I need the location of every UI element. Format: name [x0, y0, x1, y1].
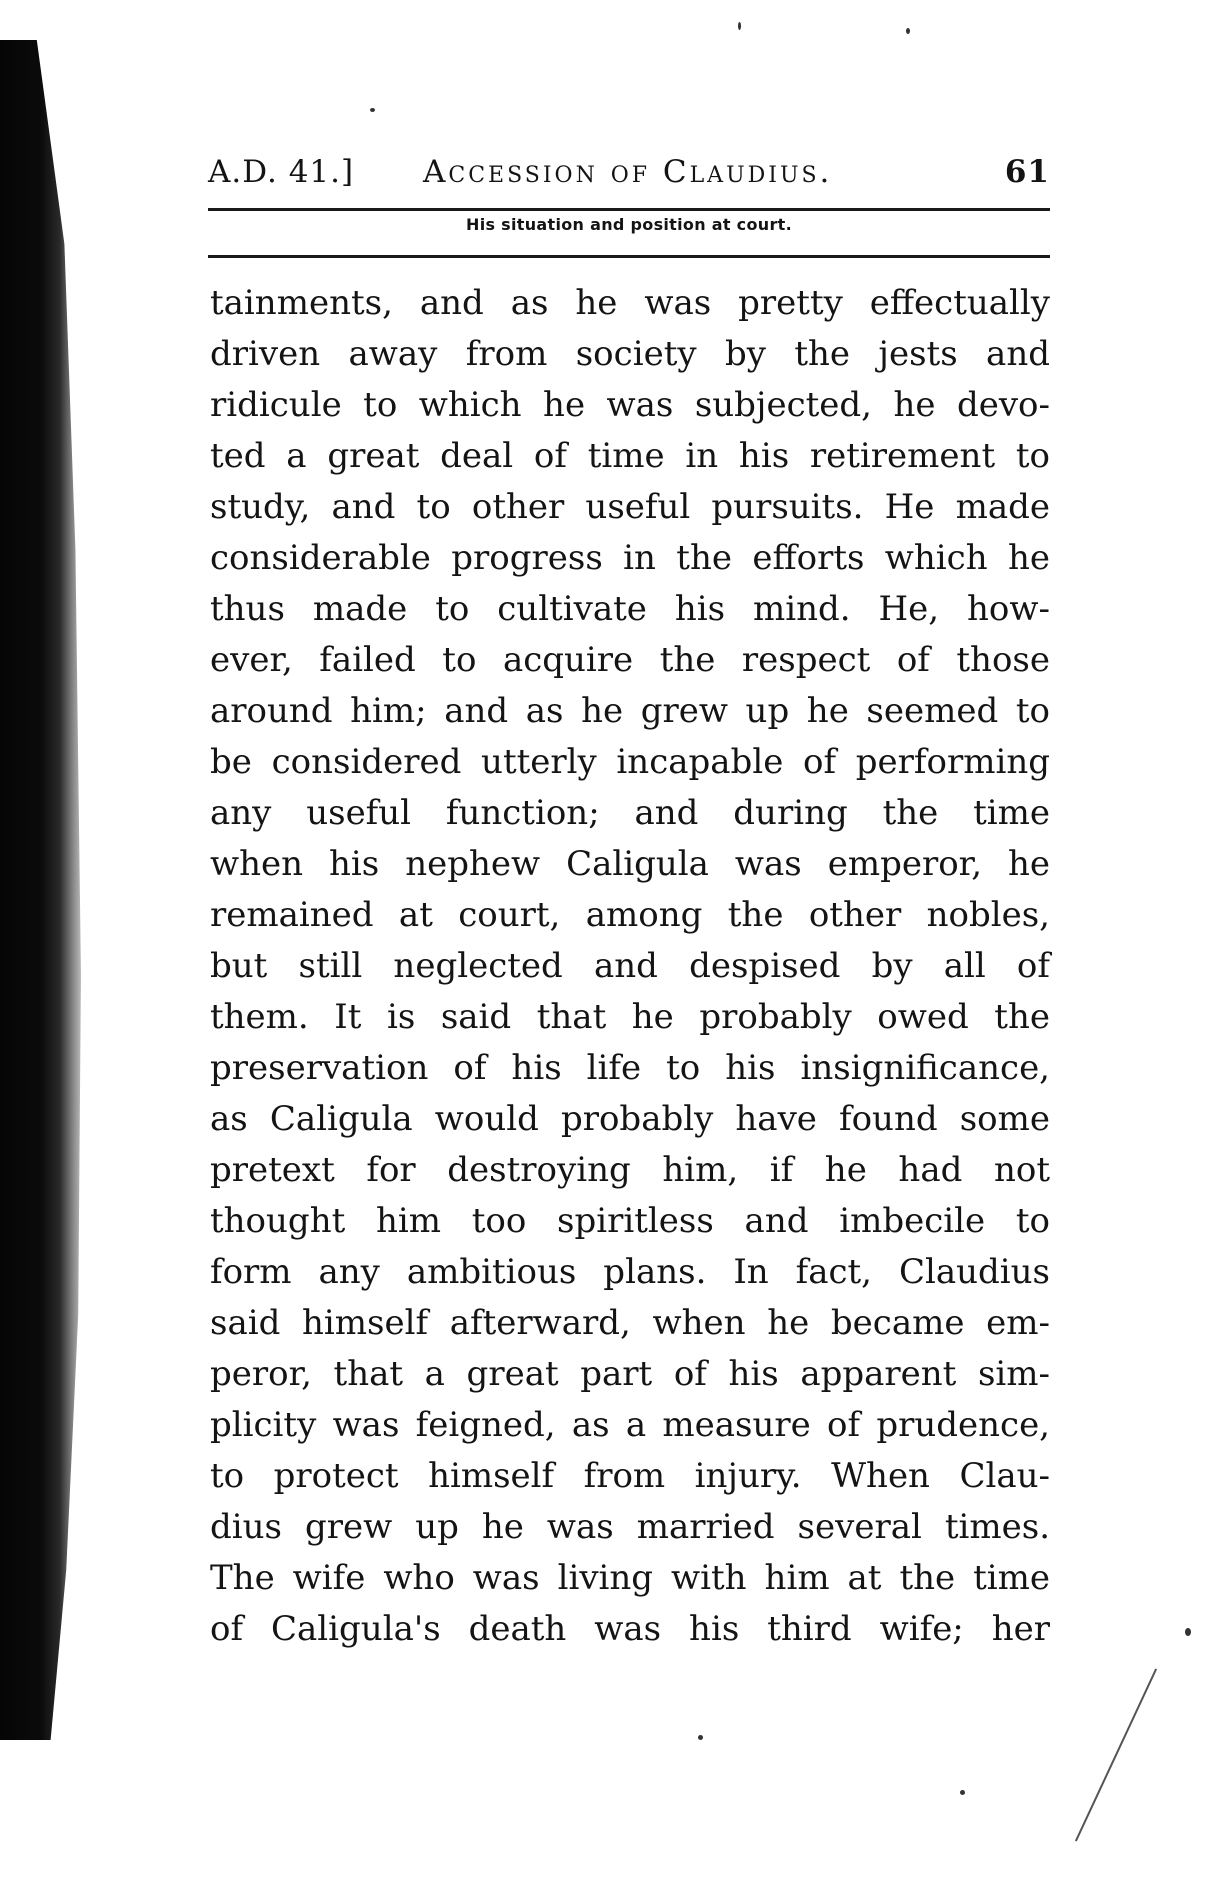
text-line: thought him too spiritless and imbecile to [210, 1201, 1050, 1241]
header-rule-top [208, 208, 1050, 211]
text-line: when his nephew Caligula was emperor, he [210, 844, 1050, 884]
scan-speck [1185, 1628, 1191, 1636]
scan-speck [960, 1790, 965, 1795]
scan-speck [906, 28, 910, 34]
text-line: pretext for destroying him, if he had not [210, 1150, 1050, 1190]
scan-speck [738, 22, 741, 30]
running-head-title: Accession of Claudius. [423, 154, 833, 190]
text-line: dius grew up he was married several times. [210, 1507, 1050, 1547]
text-line: plicity was feigned, as a measure of prudence, [210, 1405, 1050, 1445]
text-line: The wife who was living with him at the time [210, 1558, 1050, 1598]
text-line: as Caligula would probably have found some [210, 1099, 1050, 1139]
text-line: remained at court, among the other nobles, [210, 895, 1050, 935]
text-line: any useful function; and during the time [210, 793, 1050, 833]
text-line: to protect himself from injury. When Clau- [210, 1456, 1050, 1496]
text-line: around him; and as he grew up he seemed to [210, 691, 1050, 731]
text-line: be considered utterly incapable of performing [210, 742, 1050, 782]
text-line: ridicule to which he was subjected, he devo- [210, 385, 1050, 425]
text-line: but still neglected and despised by all of [210, 946, 1050, 986]
header-rule-bottom [208, 255, 1050, 258]
text-line: tainments, and as he was pretty effectually [210, 283, 1050, 323]
scan-speck [698, 1735, 703, 1740]
text-line: peror, that a great part of his apparent sim- [210, 1354, 1050, 1394]
scan-speck [370, 108, 375, 112]
text-line: form any ambitious plans. In fact, Claudius [210, 1252, 1050, 1292]
text-line: of Caligula's death was his third wife; her [210, 1609, 1050, 1649]
section-subheading: His situation and position at court. [466, 215, 792, 234]
running-head [208, 154, 1050, 206]
running-head-date: A.D. 41.] [208, 154, 355, 190]
text-line: considerable progress in the efforts which he [210, 538, 1050, 578]
page-number: 61 [1004, 154, 1050, 190]
body-text [210, 278, 1050, 1655]
text-line: thus made to cultivate his mind. He, how- [210, 589, 1050, 629]
text-line: study, and to other useful pursuits. He made [210, 487, 1050, 527]
text-line: driven away from society by the jests and [210, 334, 1050, 374]
scan-shadow-edge [0, 40, 92, 1740]
text-line: said himself afterward, when he became em- [210, 1303, 1050, 1343]
pencil-mark [1075, 1668, 1157, 1841]
text-line: ever, failed to acquire the respect of those [210, 640, 1050, 680]
text-line: them. It is said that he probably owed the [210, 997, 1050, 1037]
text-line: preservation of his life to his insignificance, [210, 1048, 1050, 1088]
text-line: ted a great deal of time in his retirement to [210, 436, 1050, 476]
